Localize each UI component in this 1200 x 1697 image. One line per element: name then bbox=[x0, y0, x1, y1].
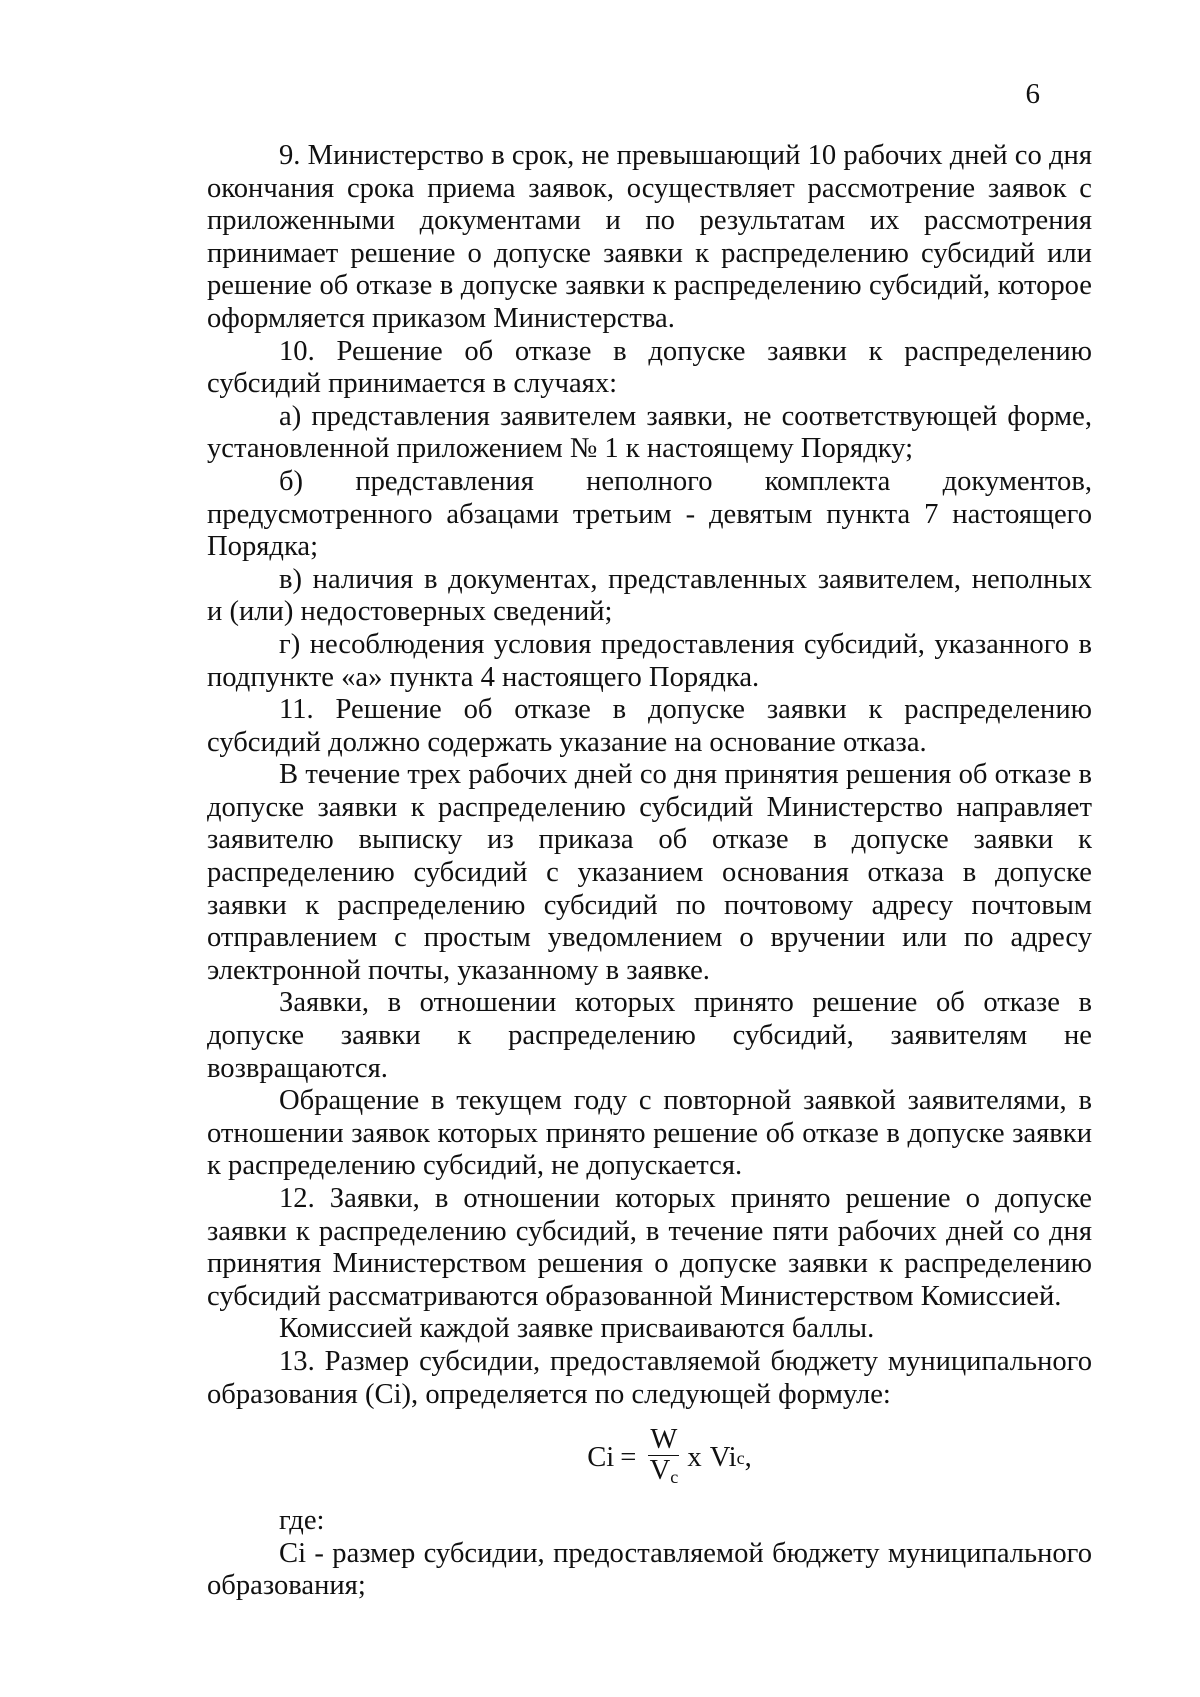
item-a: а) представления заявителем заявки, не соответствующей форме, установленной приложением № 1 к настоящему Порядку; bbox=[207, 400, 1092, 465]
item-g: г) несоблюдения условия предоставления субсидий, указанного в подпункте «а» пункта 4 настоящего Порядка. bbox=[207, 628, 1092, 693]
paragraph-12: 12. Заявки, в отношении которых принято решение о допуске заявки к распределению субсидий, в течение пяти рабочих дней со дня принятия Министерством решения о допуске заявки к распределению субсидий рассматриваются образованной Министерством Комиссией. bbox=[207, 1183, 1092, 1312]
paragraph-11-no-return: Заявки, в отношении которых принято решение об отказе в допуске заявки к распределению субсидий, заявителям не возвращаются. bbox=[207, 987, 1092, 1084]
formula-fraction bbox=[648, 1425, 679, 1492]
paragraph-13: 13. Размер субсидии, предоставляемой бюджету муниципального образования (Ci), определяется по следующей формуле: bbox=[207, 1345, 1092, 1410]
definition-ci: Ci - размер субсидии, предоставляемой бюджету муниципального образования; bbox=[207, 1537, 1092, 1602]
paragraph-11-no-resubmit: Обращение в текущем году с повторной заявкой заявителями, в отношении заявок которых принято решение об отказе в допуске заявки к распределению субсидий, не допускается. bbox=[207, 1085, 1092, 1182]
paragraph-11: 11. Решение об отказе в допуске заявки к распределению субсидий должно содержать указание на основание отказа. bbox=[207, 694, 1092, 758]
formula-times: x bbox=[687, 1441, 702, 1473]
formula-rhs-sub: c bbox=[736, 1447, 745, 1468]
item-b: б) представления неполного комплекта документов, предусмотренного абзацами третьим - девятым пункта 7 настоящего Порядка; bbox=[207, 465, 1092, 563]
document-body bbox=[207, 140, 1092, 1603]
formula-lhs: Ci bbox=[587, 1441, 615, 1473]
formula-tail: , bbox=[744, 1441, 752, 1473]
formula-denominator: V bbox=[649, 1454, 671, 1486]
paragraph-11-notice: В течение трех рабочих дней со дня принятия решения об отказе в допуске заявки к распределению субсидий Министерство направляет заявителю выписку из приказа об отказе в допуске заявки к распределению субсидий с указанием основания отказа в допуске заявки к распределению субсидий по почтовому адресу почтовым отправлением с простым уведомлением о вручении или по адресу электронной почты, указанному в заявке. bbox=[207, 759, 1092, 986]
formula-denominator-group bbox=[650, 1456, 679, 1492]
subsidy-formula bbox=[207, 1411, 1092, 1505]
paragraph-9: 9. Министерство в срок, не превышающий 10 рабочих дней со дня окончания срока приема заявок, осуществляет рассмотрение заявок с приложенными документами и по результатам их рассмотрения принимает решение о допуске заявки к распределению субсидий или решение об отказе в допуске заявки к распределению субсидий, которое оформляется приказом Министерства. bbox=[207, 140, 1092, 334]
paragraph-10: 10. Решение об отказе в допуске заявки к распределению субсидий принимается в случаях: bbox=[207, 335, 1092, 400]
paragraph-12-scores: Комиссией каждой заявке присваиваются баллы. bbox=[279, 1313, 875, 1345]
formula-denominator-sub: c bbox=[670, 1466, 679, 1487]
item-v: в) наличия в документах, представленных заявителем, неполных и (или) недостоверных сведений; bbox=[207, 563, 1092, 628]
formula-numerator: W bbox=[650, 1423, 678, 1455]
formula-equals: = bbox=[620, 1441, 637, 1473]
formula-rhs: Vi bbox=[709, 1441, 737, 1473]
where-label: где: bbox=[279, 1505, 325, 1537]
page-number: 6 bbox=[1025, 78, 1040, 110]
